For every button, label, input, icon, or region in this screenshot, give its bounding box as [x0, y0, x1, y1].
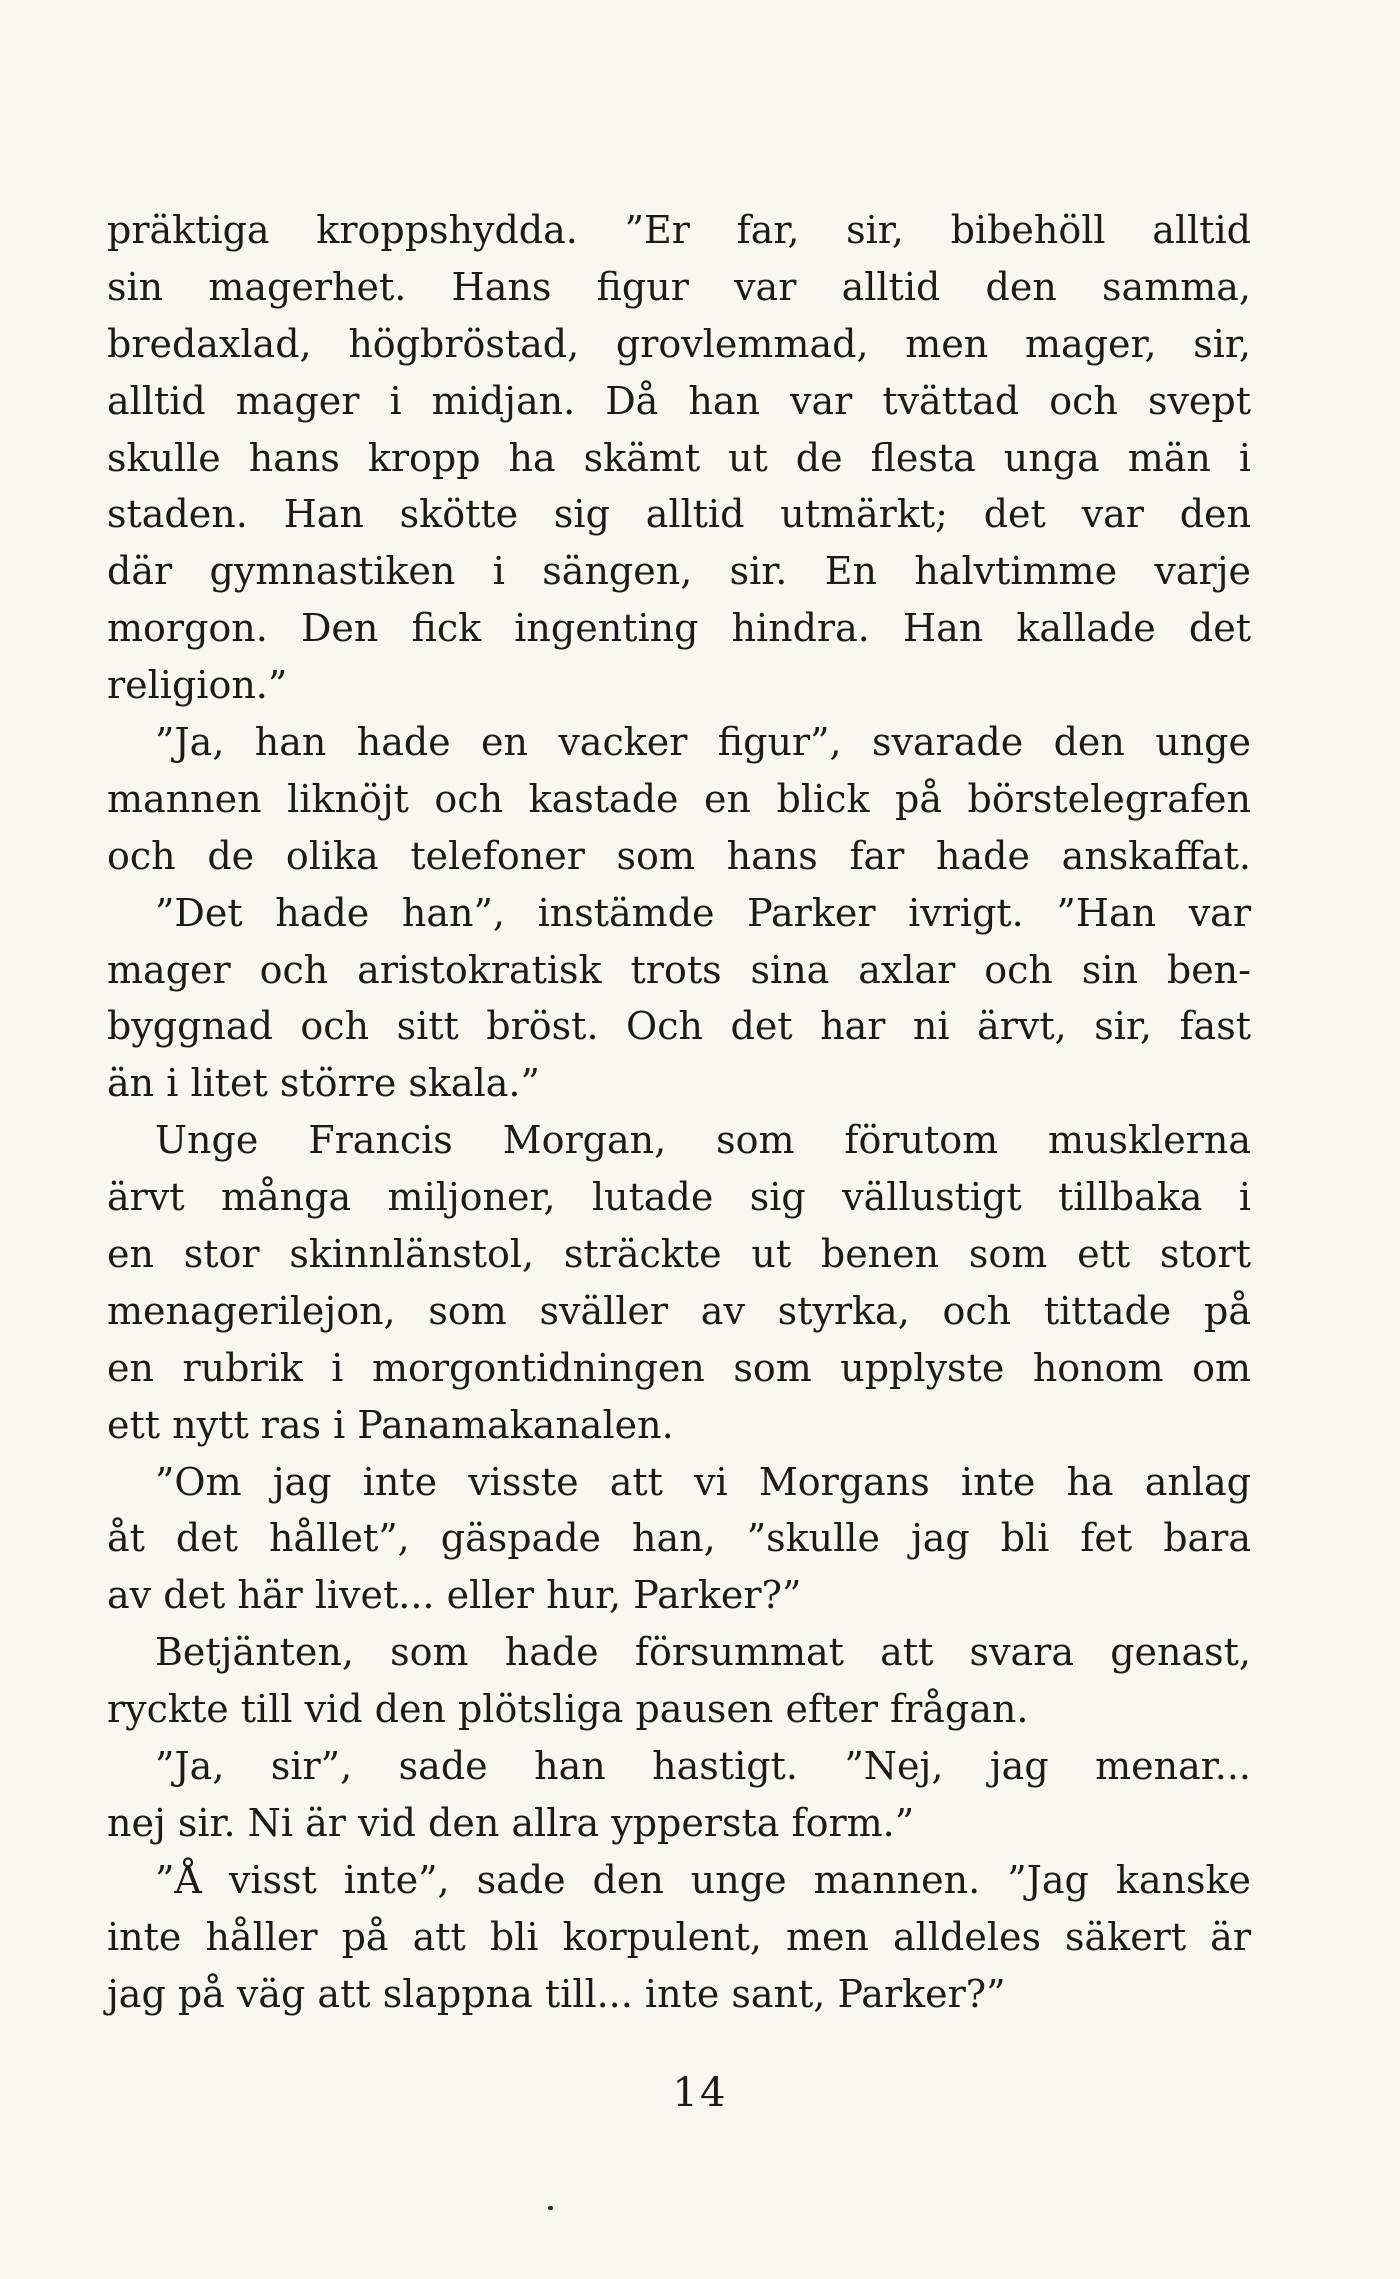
text-line: där gymnastiken i sängen, sir. En halvtimme varje — [107, 549, 1251, 594]
text-line: ”Ja, han hade en vacker figur”, svarade den unge — [155, 720, 1251, 765]
text-line: jag på väg att slappna till... inte sant, Parker?” — [107, 1971, 1006, 2016]
text-line: ärvt många miljoner, lutade sig vällustigt tillbaka i — [107, 1175, 1251, 1220]
text-line: religion.” — [107, 663, 288, 708]
text-line: nej sir. Ni är vid den allra yppersta form.” — [107, 1800, 915, 1845]
text-line: åt det hållet”, gäspade han, ”skulle jag bli fet bara — [107, 1516, 1251, 1561]
body-text — [107, 202, 1251, 2023]
text-line: än i litet större skala.” — [107, 1061, 540, 1106]
text-line: av det här livet... eller hur, Parker?” — [107, 1573, 802, 1618]
text-line: ett nytt ras i Panamakanalen. — [107, 1402, 674, 1447]
text-line: menagerilejon, som sväller av styrka, och tittade på — [107, 1288, 1251, 1333]
text-line: ”Ja, sir”, sade han hastigt. ”Nej, jag menar... — [155, 1744, 1251, 1789]
text-line: en rubrik i morgontidningen som upplyste honom om — [107, 1345, 1251, 1390]
text-line: ”Det hade han”, instämde Parker ivrigt. ”Han var — [155, 890, 1251, 935]
page-number: 14 — [672, 2070, 728, 2116]
text-line: ”Om jag inte visste att vi Morgans inte ha anlag — [155, 1459, 1251, 1504]
text-line: Betjänten, som hade försummat att svara genast, — [155, 1630, 1251, 1675]
text-line: inte håller på att bli korpulent, men alldeles säkert är — [107, 1914, 1251, 1959]
text-line: Unge Francis Morgan, som förutom musklerna — [155, 1118, 1251, 1163]
text-line: bredaxlad, högbröstad, grovlemmad, men mager, sir, — [107, 321, 1251, 366]
ink-speck — [548, 2206, 553, 2210]
text-line: en stor skinnlänstol, sträckte ut benen som ett stort — [107, 1232, 1251, 1277]
text-line: ”Å visst inte”, sade den unge mannen. ”Jag kanske — [155, 1857, 1251, 1902]
text-line: präktiga kroppshydda. ”Er far, sir, bibehöll alltid — [107, 208, 1251, 252]
text-line: sin magerhet. Hans figur var alltid den samma, — [107, 264, 1251, 309]
text-line: staden. Han skötte sig alltid utmärkt; det var den — [107, 492, 1251, 537]
text-line: ryckte till vid den plötsliga pausen efter frågan. — [107, 1687, 1029, 1732]
text-line: skulle hans kropp ha skämt ut de flesta unga män i — [107, 435, 1251, 480]
text-line: mannen liknöjt och kastade en blick på börstelegrafen — [107, 776, 1251, 821]
text-line: morgon. Den fick ingenting hindra. Han kallade det — [107, 606, 1251, 651]
text-line: alltid mager i midjan. Då han var tvättad och svept — [107, 378, 1251, 423]
text-line: byggnad och sitt bröst. Och det har ni ärvt, sir, fast — [107, 1004, 1251, 1049]
text-line: och de olika telefoner som hans far hade anskaffat. — [107, 833, 1251, 878]
text-line: mager och aristokratisk trots sina axlar och sin ben- — [107, 947, 1251, 992]
